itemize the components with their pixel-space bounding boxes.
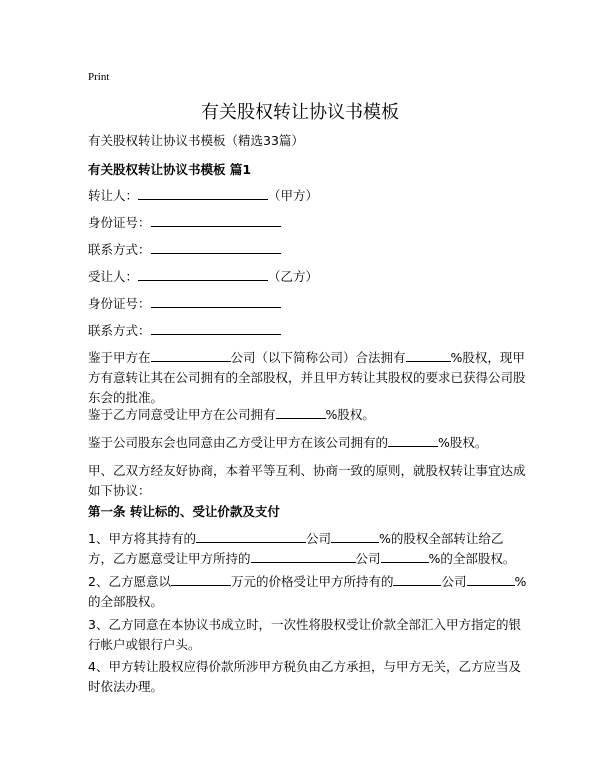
clause-2-text: 公司 <box>441 574 467 589</box>
clause-2-text: %的全部股权。 <box>88 574 527 609</box>
transferee-label: 受让人： <box>88 269 139 284</box>
recital-1-text: 公司（以下简称公司）合法拥有 <box>230 350 406 365</box>
contact-blank <box>151 322 281 335</box>
company-blank <box>151 349 231 362</box>
clause-1-text: %的股权全部转让给乙方，乙方愿意受让甲方所持的 <box>88 531 504 566</box>
percent-blank <box>388 434 438 447</box>
recital-1-text: 鉴于甲方在 <box>88 350 151 365</box>
clause-1-text: 1、甲方将其持有的 <box>88 531 196 546</box>
id-blank <box>151 295 281 308</box>
clause-1-text: %的全部股权。 <box>428 551 516 566</box>
recital-3-text: 鉴于公司股东会也同意由乙方受让甲方在该公司拥有的 <box>88 435 389 450</box>
clause-4: 4、甲方转让股权应得价款所涉甲方税负由乙方承担，与甲方无关，乙方应当及时依法办理。 <box>88 659 521 694</box>
percent-blank <box>276 406 326 419</box>
percent-blank <box>381 550 429 563</box>
recital-1-text: %股权，现甲方有意转让其在公司拥有的全部股权，并且甲方转让其股权的要求已获得公司股东会的批准。 <box>88 350 526 405</box>
id-row-1 <box>88 213 281 233</box>
clause-1 <box>88 529 528 569</box>
clause-1-text: 公司 <box>305 531 331 546</box>
id-blank <box>151 214 281 227</box>
recital-1 <box>88 348 528 408</box>
party-b-label: （乙方） <box>268 269 319 284</box>
contact-blank <box>151 241 281 254</box>
recital-4: 甲、乙双方经友好协商，本着平等互利、协商一致的原则，就股权转让事宜达成如下协议： <box>88 463 526 498</box>
id-label: 身份证号： <box>88 296 151 311</box>
percent-blank <box>406 349 451 362</box>
recital-2-text: %股权。 <box>325 407 375 422</box>
clause-3: 3、乙方同意在本协议书成立时，一次性将股权受让价款全部汇入甲方指定的银行帐户或银行户头。 <box>88 617 521 652</box>
print-label: Print <box>88 71 110 83</box>
article-1-title: 第一条 转让标的、受让价款及支付 <box>88 504 280 519</box>
transferor-row <box>88 186 318 206</box>
page-title: 有关股权转让协议书模板 <box>201 102 399 123</box>
recital-3 <box>88 433 528 453</box>
transferee-blank <box>138 268 268 281</box>
id-label: 身份证号： <box>88 215 151 230</box>
recital-3-text: %股权。 <box>438 435 488 450</box>
clause-2-text: 2、乙方愿意以 <box>88 574 171 589</box>
clause-2-text: 万元的价格受让甲方所持有的 <box>230 574 394 589</box>
transferor-label: 转让人： <box>88 188 139 203</box>
id-row-2 <box>88 294 281 314</box>
recital-2-text: 鉴于乙方同意受让甲方在公司拥有 <box>88 407 276 422</box>
subtitle: 有关股权转让协议书模板（精选33篇） <box>88 133 304 148</box>
company-blank <box>196 530 306 543</box>
clause-1-text: 公司 <box>355 551 381 566</box>
transferee-row <box>88 267 318 287</box>
clause-2 <box>88 572 528 612</box>
percent-blank <box>331 530 379 543</box>
contact-label: 联系方式： <box>88 323 151 338</box>
company-blank <box>251 550 356 563</box>
contact-row-1 <box>88 240 281 260</box>
party-a-label: （甲方） <box>268 188 319 203</box>
contact-label: 联系方式： <box>88 242 151 257</box>
recital-2 <box>88 405 528 425</box>
company-blank <box>393 573 441 586</box>
transferor-blank <box>138 187 268 200</box>
contact-row-2 <box>88 321 281 341</box>
section-title: 有关股权转让协议书模板 篇1 <box>88 162 252 177</box>
amount-blank <box>171 573 231 586</box>
percent-blank <box>467 573 515 586</box>
